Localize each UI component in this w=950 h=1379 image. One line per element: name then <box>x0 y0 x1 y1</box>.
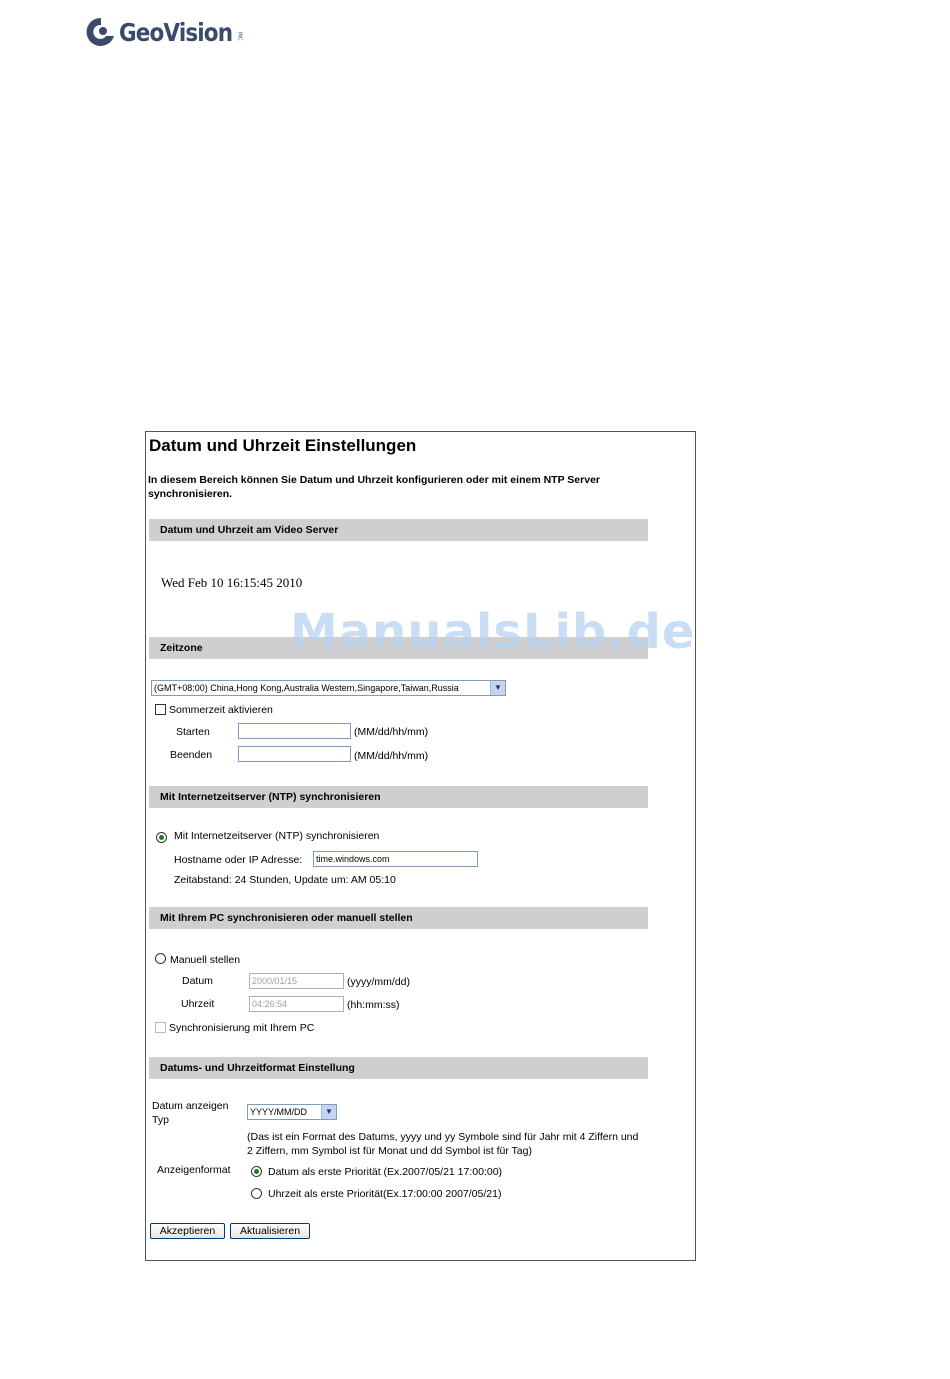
manual-radio[interactable] <box>155 953 166 964</box>
sync-pc-checkbox[interactable] <box>155 1022 166 1033</box>
manual-date-label: Datum <box>182 975 213 987</box>
section-ntp: Mit Internetzeitserver (NTP) synchronisieren <box>149 786 648 808</box>
brand-name: GeoVision <box>119 17 233 47</box>
time-first-radio[interactable] <box>251 1188 262 1199</box>
server-time-value: Wed Feb 10 16:15:45 2010 <box>161 575 303 590</box>
ntp-host-input[interactable]: time.windows.com <box>313 851 478 867</box>
section-timezone: Zeitzone <box>149 637 648 659</box>
brand-sub: INC <box>236 31 243 41</box>
manual-time-input[interactable]: 04:26:54 <box>249 996 344 1012</box>
geovision-logo <box>86 14 243 50</box>
ntp-interval-text: Zeitabstand: 24 Stunden, Update um: AM 05:10 <box>174 874 396 886</box>
chevron-down-icon[interactable]: ▼ <box>321 1105 336 1119</box>
ntp-option-label: Mit Internetzeitserver (NTP) synchronisieren <box>174 830 380 842</box>
dst-checkbox[interactable] <box>155 704 166 715</box>
dst-end-format: (MM/dd/hh/mm) <box>354 750 429 762</box>
dst-start-format: (MM/dd/hh/mm) <box>354 726 429 738</box>
date-first-label: Datum als erste Priorität (Ex.2007/05/21 17:00:00) <box>268 1166 503 1178</box>
dst-label: Sommerzeit aktivieren <box>169 704 273 716</box>
manual-date-input[interactable]: 2000/01/15 <box>249 973 344 989</box>
format-type-label-1: Datum anzeigen <box>152 1100 229 1112</box>
section-server-time: Datum und Uhrzeit am Video Server <box>149 519 648 541</box>
settings-panel <box>145 431 696 1261</box>
timezone-selected: (GMT+08:00) China,Hong Kong,Australia Western,Singapore,Taiwan,Russia <box>154 683 459 693</box>
format-type-label-2: Typ <box>152 1114 169 1126</box>
format-note: (Das ist ein Format des Datums, yyyy und yy Symbole sind für Jahr mit 4 Ziffern und 2 Ziffern, mm Symbol ist für Monat und dd Symbol ist für Tag) <box>247 1131 639 1157</box>
section-format: Datums- und Uhrzeitformat Einstellung <box>149 1057 648 1079</box>
accept-button[interactable]: Akzeptieren <box>150 1223 225 1239</box>
dst-end-input[interactable] <box>238 746 351 762</box>
dst-end-label: Beenden <box>170 749 213 761</box>
page-title: Datum und Uhrzeit Einstellungen <box>149 436 417 455</box>
chevron-down-icon[interactable]: ▼ <box>490 681 505 695</box>
refresh-button[interactable]: Aktualisieren <box>230 1223 310 1239</box>
display-format-label: Anzeigenformat <box>157 1164 231 1176</box>
date-format-select[interactable] <box>247 1104 337 1120</box>
ntp-host-label: Hostname oder IP Adresse: <box>174 854 303 866</box>
timezone-select[interactable] <box>151 680 506 696</box>
manual-time-label: Uhrzeit <box>181 998 215 1010</box>
date-first-radio[interactable] <box>251 1166 262 1177</box>
watermark: ManualsLib.de <box>290 604 696 660</box>
dst-start-input[interactable] <box>238 723 351 739</box>
dst-start-label: Starten <box>176 726 210 738</box>
section-manual: Mit Ihrem PC synchronisieren oder manuell stellen <box>149 907 648 929</box>
date-format-selected: YYYY/MM/DD <box>250 1107 308 1117</box>
manual-time-format: (hh:mm:ss) <box>347 999 400 1011</box>
time-first-label: Uhrzeit als erste Priorität(Ex.17:00:00 2007/05/21) <box>268 1188 502 1200</box>
sync-pc-label: Synchronisierung mit Ihrem PC <box>169 1022 315 1034</box>
page-intro: In diesem Bereich können Sie Datum und Uhrzeit konfigurieren oder mit einem NTP Server synchronisieren. <box>148 474 600 500</box>
geovision-logo-icon <box>86 16 116 48</box>
manual-date-format: (yyyy/mm/dd) <box>347 976 410 988</box>
manual-option-label: Manuell stellen <box>170 954 241 966</box>
ntp-radio[interactable] <box>156 832 167 843</box>
